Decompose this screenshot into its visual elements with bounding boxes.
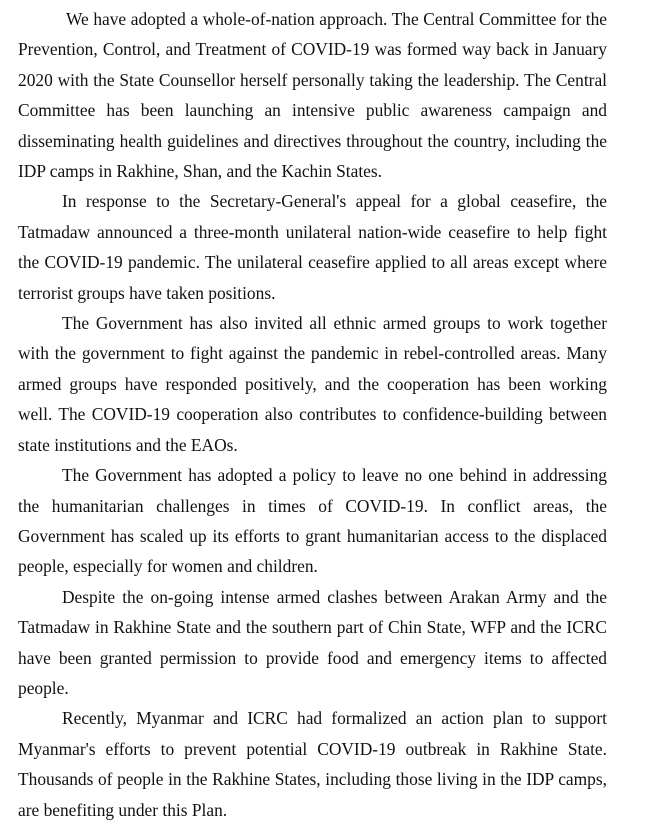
paragraph-action-plan: Recently, Myanmar and ICRC had formalized an action plan to support Myanmar's efforts to prevent potential COVID-19 outbreak in Rakhine State. Thousands of people in the Rakhine States, including those living in the IDP camps, are benefiting under this Plan. — [18, 708, 607, 820]
paragraph-ceasefire: In response to the Secretary-General's appeal for a global ceasefire, the Tatmadaw announced a three-month unilateral nation-wide ceasefire to help fight the COVID-19 pandemic. The unilateral ceasefire applied to all areas except where terrorist groups have taken positions. — [18, 191, 607, 303]
paragraph-leave-no-one-behind: The Government has adopted a policy to leave no one behind in addressing the humanitarian challenges in times of COVID-19. In conflict areas, the Government has scaled up its efforts to grant humanitarian access to the displaced people, especially for women and children. — [18, 465, 607, 577]
paragraph-ethnic-armed-groups: The Government has also invited all ethnic armed groups to work together with the government to fight against the pandemic in rebel-controlled areas. Many armed groups have responded positively, and the cooperation has been working well. The COVID-19 cooperation also contributes to confidence-building between state institutions and the EAOs. — [18, 313, 607, 455]
paragraph-humanitarian-access: Despite the on-going intense armed clashes between Arakan Army and the Tatmadaw in Rakhine State and the southern part of Chin State, WFP and the ICRC have been granted permission to provide food and emergency items to affected people. — [18, 586, 607, 698]
paragraph-whole-of-nation: We have adopted a whole-of-nation approach. The Central Committee for the Prevention, Control, and Treatment of COVID-19 was formed way back in January 2020 with the State Counsellor herself personally taking the leadership. The Central Committee has been launching an intensive public awareness campaign and disseminating health guidelines and directives throughout the country, including the IDP camps in Rakhine, Shan, and the Kachin States. — [18, 9, 607, 182]
document-body — [18, 4, 607, 825]
